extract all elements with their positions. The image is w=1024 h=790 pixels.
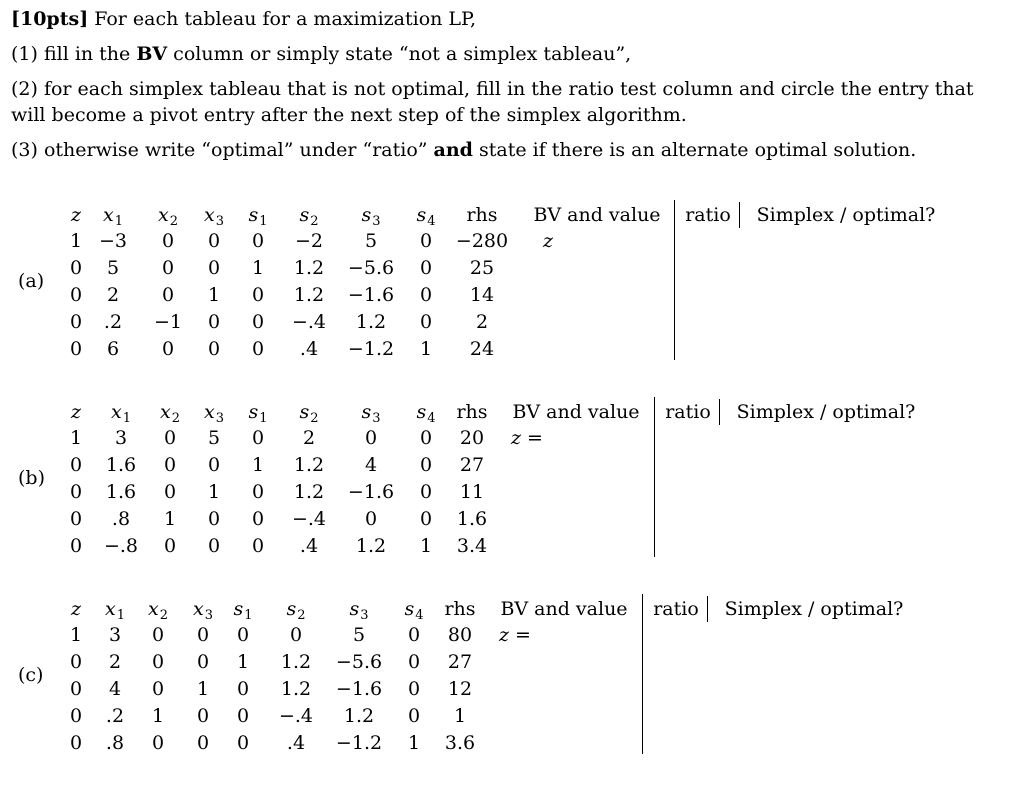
ratio-divider [654,397,655,557]
tableau-cell: 0 [419,284,433,306]
tableau-cell: 0 [251,535,265,557]
header-var-sub: 2 [310,411,319,426]
tableau-cell: 1 [69,230,83,252]
tableau-cell: 1 [69,427,83,449]
tableau-cell: 0 [163,454,177,476]
tableau-cell: 1 [207,284,221,306]
tableau-cell: 1 [163,508,177,530]
header-var-base: s [233,598,244,620]
header-rhs: rhs [456,401,488,423]
tableau-cell: 0 [251,427,265,449]
tableau-cell: 0 [251,508,265,530]
tableau-a [0,200,1024,370]
tableau-cell: 11 [459,481,485,503]
tableau-cell: 0 [289,624,303,646]
ratio-divider [642,594,643,754]
tableau-cell: 27 [459,454,485,476]
header-var-sub: 2 [297,608,306,623]
intro-line-4: will become a pivot entry after the next step of the simplex algorithm. [11,104,687,126]
header-var-sub: 1 [244,608,253,623]
tableau-cell: 0 [407,678,421,700]
header-bv-value: BV and value [512,401,640,423]
tableau-cell: 0 [163,535,177,557]
tableau-cell: −.4 [291,508,327,530]
header-var-base: s [404,598,415,620]
tableau-cell: 0 [419,454,433,476]
tableau-cell: .4 [286,732,306,754]
tableau-cell: 1 [69,624,83,646]
header-var-base: x [204,401,215,423]
tableau-cell: −.8 [103,535,139,557]
tableau-cell: 0 [151,624,165,646]
header-var-sub: 3 [372,214,381,229]
tableau-cell: −3 [98,230,128,252]
tableau-cell: 0 [207,454,221,476]
header-x3 [204,401,224,426]
tableau-cell: 4 [364,454,378,476]
tableau-cell: 0 [207,311,221,333]
tableau-cell: −1.6 [347,284,395,306]
tableau-cell: 1.2 [280,678,312,700]
tableau-cell: 0 [419,230,433,252]
tableau-cell: 0 [196,732,210,754]
tableau-cell: 0 [69,481,83,503]
tableau-cell: 0 [251,338,265,360]
tableau-cell: 0 [207,535,221,557]
header-var-base: s [248,401,259,423]
tableau-cell: 0 [207,230,221,252]
header-var-base: s [349,598,360,620]
tableau-cell: 25 [469,257,495,279]
tableau-cell: 1.2 [293,454,325,476]
intro-line-2 [11,41,1011,67]
tableau-cell: 0 [161,257,175,279]
tableau-cell: 3 [108,624,122,646]
bv-entry: z [542,230,554,252]
header-s2 [299,204,318,229]
header-var-base: x [160,401,171,423]
header-var-base: s [299,401,310,423]
tableau-cell: −.4 [278,705,314,727]
tableau-cell: 5 [364,230,378,252]
header-simplex-optimal: Simplex / optimal? [736,401,916,423]
tableau-cell: 1 [251,454,265,476]
tableau-cell: 0 [163,427,177,449]
header-s1 [248,204,267,229]
header-var-base: x [111,401,122,423]
header-x1 [105,598,125,623]
header-var-sub: 2 [169,214,178,229]
intro-text-5a: (3) otherwise write “optimal” under “ratio” [11,139,434,161]
tableau-cell: −1.2 [335,732,383,754]
header-ratio: ratio [653,598,699,620]
intro-text-2a: (1) fill in the [11,43,137,65]
header-var-sub: 2 [159,608,168,623]
tableau-cell: 4 [108,678,122,700]
header-var-base: x [158,204,169,226]
intro-bv-bold: BV [136,43,168,65]
header-s3 [361,204,380,229]
tableau-cell: 0 [196,651,210,673]
tableau-cell: 2 [106,284,120,306]
bv-entry: z = [499,624,531,646]
tableau-cell: −1.6 [347,481,395,503]
tableau-cell: 0 [419,427,433,449]
intro-and-bold: and [433,139,473,161]
tableau-cell: 0 [364,427,378,449]
header-s4 [404,598,423,623]
tableau-cell: −5.6 [335,651,383,673]
header-var-sub: 3 [215,214,224,229]
tableau-cell: 1.2 [293,481,325,503]
header-x2 [148,598,168,623]
tableau-cell: 1.6 [105,454,137,476]
tableau-cell: 0 [251,284,265,306]
tableau-cell: .2 [105,705,125,727]
problem-statement [11,6,1011,163]
tableau-cell: .8 [111,508,131,530]
header-simplex-optimal: Simplex / optimal? [724,598,904,620]
tableau-cell: 1.2 [293,284,325,306]
tableau-cell: 1.6 [105,481,137,503]
header-var-base: s [299,204,310,226]
header-var-base: s [286,598,297,620]
tableau-cell: 0 [151,651,165,673]
header-x2 [158,204,178,229]
tableau-cell: 1 [419,535,433,557]
header-var-sub: 2 [171,411,180,426]
tableau-cell: 1 [207,481,221,503]
header-s3 [349,598,368,623]
intro-line-3: (2) for each simplex tableau that is not optimal, fill in the ratio test column and circle the entry that [11,78,974,100]
header-x3 [193,598,213,623]
tableau-cell: 0 [69,678,83,700]
tableau-cell: 1.2 [280,651,312,673]
header-rhs: rhs [444,598,476,620]
header-var-sub: 4 [427,214,436,229]
header-var-sub: 1 [259,411,268,426]
tableau-cell: 0 [163,481,177,503]
tableau-cell: 1.2 [355,535,387,557]
tableau-cell: 0 [196,705,210,727]
header-var-base: s [361,204,372,226]
tableau-cell: 0 [407,651,421,673]
tableau-cell: 0 [151,732,165,754]
tableau-cell: 1.6 [456,508,488,530]
header-z: z [70,401,82,423]
tableau-cell: 0 [251,481,265,503]
header-s1 [248,401,267,426]
header-rhs: rhs [466,204,498,226]
tableau-cell: 0 [69,338,83,360]
header-separator [719,399,720,425]
header-x1 [103,204,123,229]
header-var-base: x [204,204,215,226]
tableau-label: (b) [18,467,45,489]
header-var-sub: 1 [122,411,131,426]
header-var-sub: 3 [215,411,224,426]
header-s3 [361,401,380,426]
tableau-cell: 0 [364,508,378,530]
header-var-base: s [248,204,259,226]
tableau-cell: −1 [153,311,183,333]
tableau-cell: 1.2 [293,257,325,279]
tableau-cell: 0 [69,508,83,530]
tableau-cell: 5 [352,624,366,646]
tableau-cell: 1 [151,705,165,727]
tableau-cell: 27 [447,651,473,673]
header-simplex-optimal: Simplex / optimal? [756,204,936,226]
tableau-cell: 1 [236,651,250,673]
tableau-cell: 2 [302,427,316,449]
header-ratio: ratio [665,401,711,423]
tableau-cell: 1 [196,678,210,700]
tableau-cell: 0 [151,678,165,700]
tableau-cell: 0 [419,257,433,279]
header-var-sub: 1 [114,214,123,229]
tableau-label: (a) [18,270,45,292]
tableau-cell: 0 [251,311,265,333]
tableau-cell: 0 [236,678,250,700]
tableau-cell: 0 [207,338,221,360]
header-var-base: s [361,401,372,423]
tableau-cell: 0 [419,481,433,503]
tableau-cell: −2 [294,230,324,252]
header-bv-value: BV and value [500,598,628,620]
tableau-cell: 0 [69,732,83,754]
tableau-cell: .2 [103,311,123,333]
tableau-b [0,397,1024,567]
tableau-cell: 0 [196,624,210,646]
header-z: z [70,204,82,226]
tableau-cell: 1 [419,338,433,360]
tableau-cell: 0 [207,257,221,279]
tableau-cell: 0 [236,624,250,646]
header-separator [707,596,708,622]
tableau-cell: 0 [69,705,83,727]
header-var-sub: 3 [204,608,213,623]
header-var-base: x [193,598,204,620]
header-separator [739,202,740,228]
tableau-label: (c) [18,664,44,686]
tableau-cell: 0 [251,230,265,252]
tableau-cell: 0 [207,508,221,530]
tableau-cell: 0 [69,311,83,333]
header-s2 [299,401,318,426]
header-var-base: s [416,204,427,226]
header-var-base: x [148,598,159,620]
tableau-cell: .4 [299,535,319,557]
tableau-cell: 0 [161,338,175,360]
tableau-cell: 0 [407,624,421,646]
tableau-cell: −280 [455,230,509,252]
tableau-cell: 24 [469,338,495,360]
tableau-cell: 3.4 [456,535,488,557]
header-s1 [233,598,252,623]
tableau-cell: 1 [453,705,467,727]
tableau-cell: 3 [114,427,128,449]
tableau-cell: 5 [106,257,120,279]
header-bv-value: BV and value [533,204,661,226]
intro-text-2b: column or simply state “not a simplex tableau”, [167,43,632,65]
bv-entry: z = [511,427,543,449]
tableau-cell: 0 [161,230,175,252]
tableau-cell: 0 [419,508,433,530]
intro-text-5b: state if there is an alternate optimal solution. [472,139,917,161]
tableau-cell: 5 [207,427,221,449]
header-s4 [416,401,435,426]
tableau-cell: 0 [69,257,83,279]
header-s2 [286,598,305,623]
header-var-sub: 4 [427,411,436,426]
tableau-cell: .4 [299,338,319,360]
tableau-cell: 14 [469,284,495,306]
tableau-cell: 0 [69,651,83,673]
tableau-c [0,594,1024,764]
tableau-cell: −.4 [291,311,327,333]
header-var-sub: 1 [116,608,125,623]
tableau-cell: 1 [407,732,421,754]
header-x2 [160,401,180,426]
header-z: z [70,598,82,620]
intro-line-1 [11,6,1011,32]
header-var-sub: 1 [259,214,268,229]
header-var-base: x [103,204,114,226]
tableau-cell: .8 [105,732,125,754]
tableau-cell: 1.2 [343,705,375,727]
tableau-cell: 12 [447,678,473,700]
intro-text-1: For each tableau for a maximization LP, [88,8,477,30]
tableau-cell: 1 [251,257,265,279]
tableau-cell: 0 [236,732,250,754]
tableau-cell: 6 [106,338,120,360]
tableau-cell: 0 [161,284,175,306]
header-var-sub: 3 [372,411,381,426]
header-var-sub: 4 [415,608,424,623]
tableau-cell: 3.6 [444,732,476,754]
header-var-sub: 3 [360,608,369,623]
tableau-cell: 2 [108,651,122,673]
header-s4 [416,204,435,229]
tableau-cell: 1.2 [355,311,387,333]
tableau-cell: 80 [447,624,473,646]
tableau-cell: 0 [407,705,421,727]
tableau-cell: 20 [459,427,485,449]
tableau-cell: 0 [69,535,83,557]
tableau-cell: 0 [69,284,83,306]
tableau-cell: −1.2 [347,338,395,360]
header-var-base: s [416,401,427,423]
tableau-cell: −1.6 [335,678,383,700]
tableau-cell: 2 [475,311,489,333]
header-var-sub: 2 [310,214,319,229]
header-x3 [204,204,224,229]
tableau-cell: −5.6 [347,257,395,279]
tableau-cell: 0 [69,454,83,476]
tableau-cell: 0 [419,311,433,333]
header-x1 [111,401,131,426]
tableau-cell: 0 [236,705,250,727]
intro-line-5 [11,137,1011,163]
ratio-divider [674,200,675,360]
header-ratio: ratio [685,204,731,226]
points-label: [10pts] [11,8,89,30]
header-var-base: x [105,598,116,620]
